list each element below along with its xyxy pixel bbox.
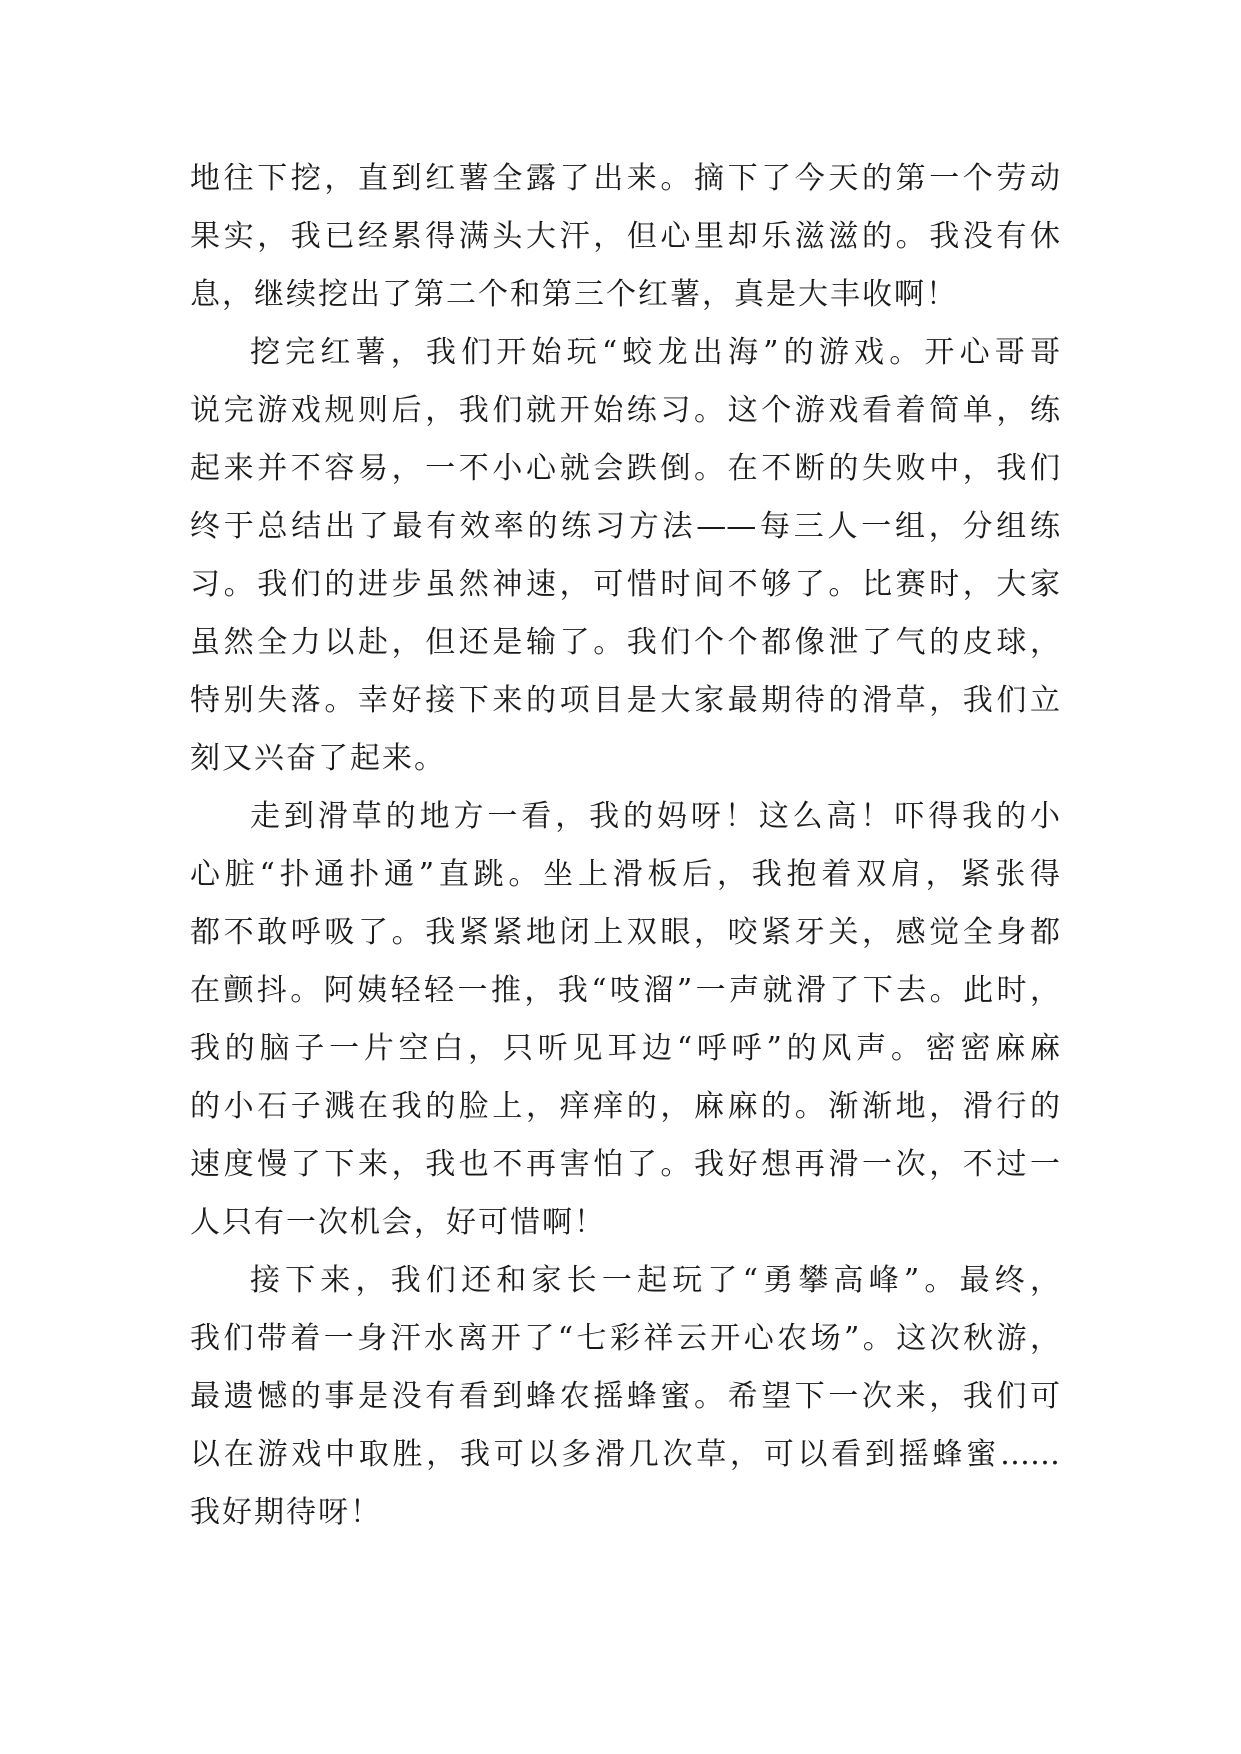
text-line: 果实，我已经累得满头大汗，但心里却乐滋滋的。我没有休 [190, 219, 1060, 254]
text-line: 起来并不容易，一不小心就会跌倒。在不断的失败中，我们 [190, 451, 1060, 486]
text-line: 最遗憾的事是没有看到蜂农摇蜂蜜。希望下一次来，我们可 [190, 1379, 1060, 1414]
text-line: 的小石子溅在我的脸上，痒痒的，麻麻的。渐渐地，滑行的 [190, 1089, 1060, 1124]
text-line: 接下来，我们还和家长一起玩了“勇攀高峰”。最终， [250, 1263, 1060, 1298]
text-line: 以在游戏中取胜，我可以多滑几次草，可以看到摇蜂蜜…… [190, 1437, 1060, 1472]
text-line: 挖完红薯，我们开始玩“蛟龙出海”的游戏。开心哥哥 [250, 335, 1060, 370]
text-line: 走到滑草的地方一看，我的妈呀！这么高！吓得我的小 [250, 799, 1060, 834]
essay-body [190, 150, 1060, 1542]
text-line: 虽然全力以赴，但还是输了。我们个个都像泄了气的皮球， [190, 625, 1060, 660]
text-line: 地往下挖，直到红薯全露了出来。摘下了今天的第一个劳动 [190, 161, 1060, 196]
text-line: 在颤抖。阿姨轻轻一推，我“吱溜”一声就滑了下去。此时， [190, 973, 1060, 1008]
text-line: 我好期待呀！ [190, 1495, 382, 1530]
paragraph [190, 788, 1060, 1252]
text-line: 说完游戏规则后，我们就开始练习。这个游戏看着简单，练 [190, 393, 1060, 428]
text-line: 习。我们的进步虽然神速，可惜时间不够了。比赛时，大家 [190, 567, 1060, 602]
text-line: 速度慢了下来，我也不再害怕了。我好想再滑一次，不过一 [190, 1147, 1060, 1182]
paragraph [190, 1252, 1060, 1542]
text-line: 特别失落。幸好接下来的项目是大家最期待的滑草，我们立 [190, 683, 1060, 718]
text-line: 我们带着一身汗水离开了“七彩祥云开心农场”。这次秋游， [190, 1321, 1060, 1356]
paragraph [190, 150, 1060, 324]
text-line: 息，继续挖出了第二个和第三个红薯，真是大丰收啊！ [190, 277, 958, 312]
text-line: 心脏“扑通扑通”直跳。坐上滑板后，我抱着双肩，紧张得 [190, 857, 1060, 892]
text-line: 我的脑子一片空白，只听见耳边“呼呼”的风声。密密麻麻 [190, 1031, 1060, 1066]
text-line: 都不敢呼吸了。我紧紧地闭上双眼，咬紧牙关，感觉全身都 [190, 915, 1060, 950]
text-line: 人只有一次机会，好可惜啊！ [190, 1205, 606, 1240]
paragraph [190, 324, 1060, 788]
text-line: 终于总结出了最有效率的练习方法——每三人一组，分组练 [190, 509, 1060, 544]
text-line: 刻又兴奋了起来。 [190, 741, 446, 776]
